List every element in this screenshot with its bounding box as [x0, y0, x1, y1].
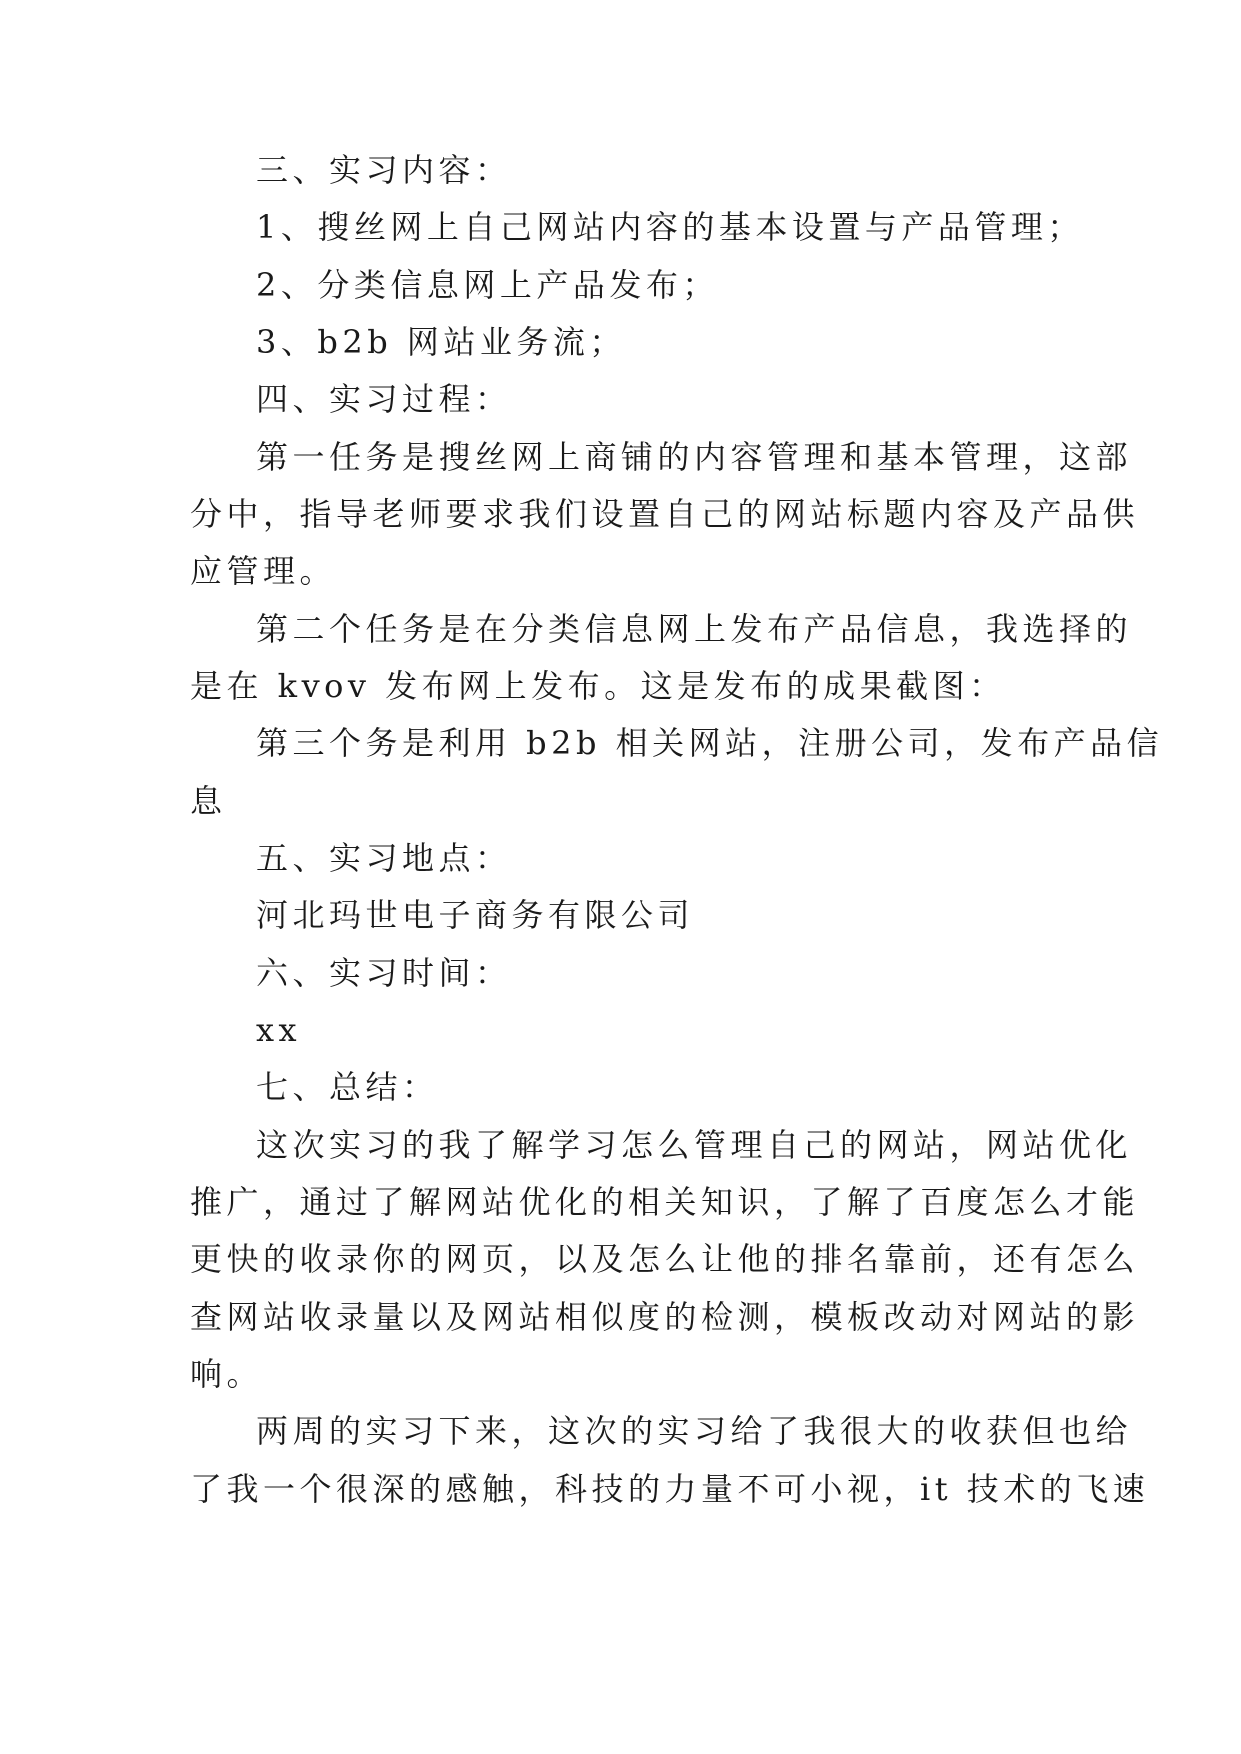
paragraph-line: 第二个任务是在分类信息网上发布产品信息，我选择的	[256, 610, 1133, 648]
paragraph-line: 息	[190, 782, 227, 820]
paragraph-line: 更快的收录你的网页，以及怎么让他的排名靠前，还有怎么	[190, 1240, 1140, 1278]
paragraph-line: 第一任务是搜丝网上商铺的内容管理和基本管理，这部	[256, 438, 1133, 476]
section-heading-time: 六、实习时间：	[256, 954, 512, 992]
paragraph-line: 了我一个很深的感触，科技的力量不可小视，it 技术的飞速	[190, 1470, 1150, 1508]
paragraph-line: 响。	[190, 1355, 264, 1393]
paragraph-line: 应管理。	[190, 552, 337, 590]
section-heading-content: 三、实习内容：	[256, 151, 512, 189]
section-heading-summary: 七、总结：	[256, 1068, 439, 1106]
paragraph-line: 推广，通过了解网站优化的相关知识，了解了百度怎么才能	[190, 1183, 1140, 1221]
time-text: xx	[256, 1011, 302, 1049]
location-text: 河北玛世电子商务有限公司	[256, 896, 695, 934]
section-heading-location: 五、实习地点：	[256, 839, 512, 877]
paragraph-line: 第三个务是利用 b2b 相关网站，注册公司，发布产品信	[256, 724, 1164, 762]
section-heading-process: 四、实习过程：	[256, 380, 512, 418]
content-item-1: 1、搜丝网上自己网站内容的基本设置与产品管理；	[256, 208, 1084, 246]
content-item-3: 3、b2b 网站业务流；	[256, 323, 626, 361]
paragraph-line: 两周的实习下来，这次的实习给了我很大的收获但也给	[256, 1412, 1133, 1450]
content-item-2: 2、分类信息网上产品发布；	[256, 266, 719, 304]
paragraph-line: 是在 kvov 发布网上发布。这是发布的成果截图：	[190, 667, 1006, 705]
paragraph-line: 这次实习的我了解学习怎么管理自己的网站，网站优化	[256, 1126, 1133, 1164]
paragraph-line: 查网站收录量以及网站相似度的检测，模板改动对网站的影	[190, 1298, 1140, 1336]
paragraph-line: 分中，指导老师要求我们设置自己的网站标题内容及产品供	[190, 495, 1140, 533]
